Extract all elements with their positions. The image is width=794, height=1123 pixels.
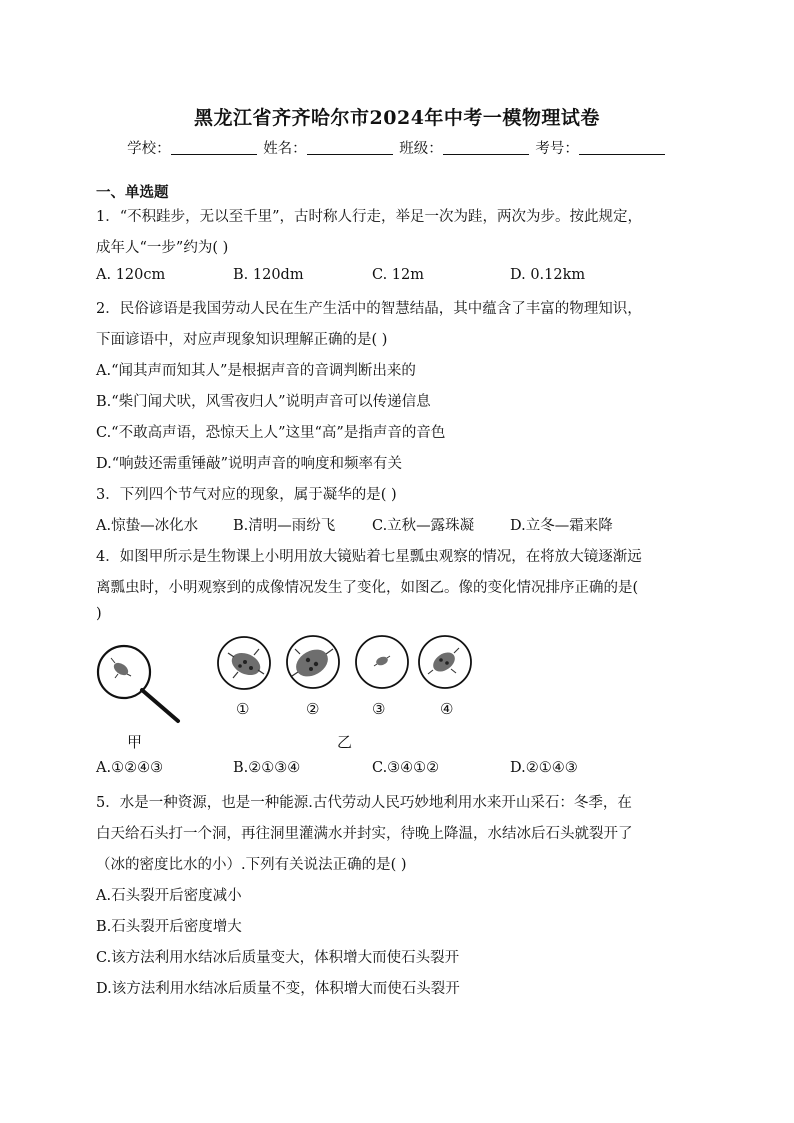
magnifier-handle-icon (142, 690, 178, 721)
ladybug-images-figure (216, 636, 476, 692)
q5-stem-line3: （冰的密度比水的小）.下列有关说法正确的是( ) (96, 857, 407, 873)
q5-option-b: B.石头裂开后密度增大 (96, 919, 242, 935)
q3-option-c: C.立秋—露珠凝 (372, 518, 475, 534)
q5-option-c: C.该方法利用水结冰后质量变大，体积增大而使石头裂开 (96, 950, 460, 966)
q1-stem-line2: 成年人“一步”约为( ) (96, 240, 229, 256)
section-heading: 一、单选题 (96, 184, 169, 201)
class-blank[interactable] (443, 139, 529, 155)
q3-option-d: D.立冬—霜来降 (510, 518, 613, 534)
q4-option-d: D.②①④③ (510, 760, 578, 776)
q3-option-a: A.惊蛰—冰化水 (96, 518, 199, 534)
school-label: 学校： (127, 141, 171, 157)
q2-option-c: C.“不敢高声语，恐惊天上人”这里“高”是指声音的音色 (96, 425, 446, 441)
q4-stem-line1: 4．如图甲所示是生物课上小明用放大镜贴着七星瓢虫观察的情况，在将放大镜逐渐远 (96, 549, 642, 565)
figure-yi-label: 乙 (337, 733, 353, 751)
image-1-ladybug-icon (218, 637, 270, 689)
q2-option-b: B.“柴门闻犬吠，风雪夜归人”说明声音可以传递信息 (96, 394, 431, 410)
q1-option-b: B. 120dm (233, 267, 304, 283)
image-3-label: ③ (372, 700, 386, 718)
magnifier-figure (96, 642, 186, 724)
image-1-label: ① (236, 700, 250, 718)
q3-option-b: B.清明—雨纷飞 (233, 518, 336, 534)
q1-option-c: C. 12m (372, 267, 424, 283)
exam-number-blank[interactable] (579, 139, 665, 155)
image-4-label: ④ (440, 700, 454, 718)
image-2-ladybug-icon (287, 636, 339, 688)
image-2-label: ② (306, 700, 320, 718)
figure-jia-label: 甲 (127, 733, 143, 751)
q5-stem-line2: 白天给石头打一个洞，再往洞里灌满水并封实，待晚上降温，水结冰后石头就裂开了 (96, 826, 633, 842)
exam-title: 黑龙江省齐齐哈尔市2024年中考一模物理试卷 (194, 107, 600, 129)
q5-option-a: A.石头裂开后密度减小 (96, 888, 242, 904)
q4-stem-line3: ) (96, 606, 102, 622)
q5-option-d: D.该方法利用水结冰后质量不变，体积增大而使石头裂开 (96, 981, 460, 997)
name-label: 姓名： (263, 141, 307, 157)
q4-option-a: A.①②④③ (96, 760, 164, 776)
q4-option-b: B.②①③④ (233, 760, 301, 776)
q2-option-a: A.“闻其声而知其人”是根据声音的音调判断出来的 (96, 363, 416, 379)
q1-option-a: A. 120cm (96, 267, 166, 283)
image-3-ladybug-icon (356, 636, 408, 688)
q5-stem-line1: 5．水是一种资源，也是一种能源.古代劳动人民巧妙地利用水来开山采石：冬季，在 (96, 795, 632, 811)
q2-stem-line1: 2．民俗谚语是我国劳动人民在生产生活中的智慧结晶，其中蕴含了丰富的物理知识， (96, 301, 642, 317)
q3-stem: 3．下列四个节气对应的现象，属于凝华的是( ) (96, 487, 397, 503)
q1-option-d: D. 0.12km (510, 267, 586, 283)
q2-option-d: D.“响鼓还需重锤敲”说明声音的响度和频率有关 (96, 456, 403, 472)
q1-stem-line1: 1．“不积跬步，无以至千里”，古时称人行走，举足一次为跬，两次为步。按此规定， (96, 209, 643, 225)
q4-stem-line2: 离瓢虫时，小明观察到的成像情况发生了变化，如图乙。像的变化情况排序正确的是( (96, 580, 639, 596)
exam-number-label: 考号： (535, 141, 579, 157)
q4-option-c: C.③④①② (372, 760, 440, 776)
school-blank[interactable] (171, 139, 257, 155)
class-label: 班级： (399, 141, 443, 157)
q2-stem-line2: 下面谚语中，对应声现象知识理解正确的是( ) (96, 332, 388, 348)
name-blank[interactable] (307, 139, 393, 155)
image-4-ladybug-icon (419, 636, 471, 688)
student-info-row (0, 137, 794, 158)
